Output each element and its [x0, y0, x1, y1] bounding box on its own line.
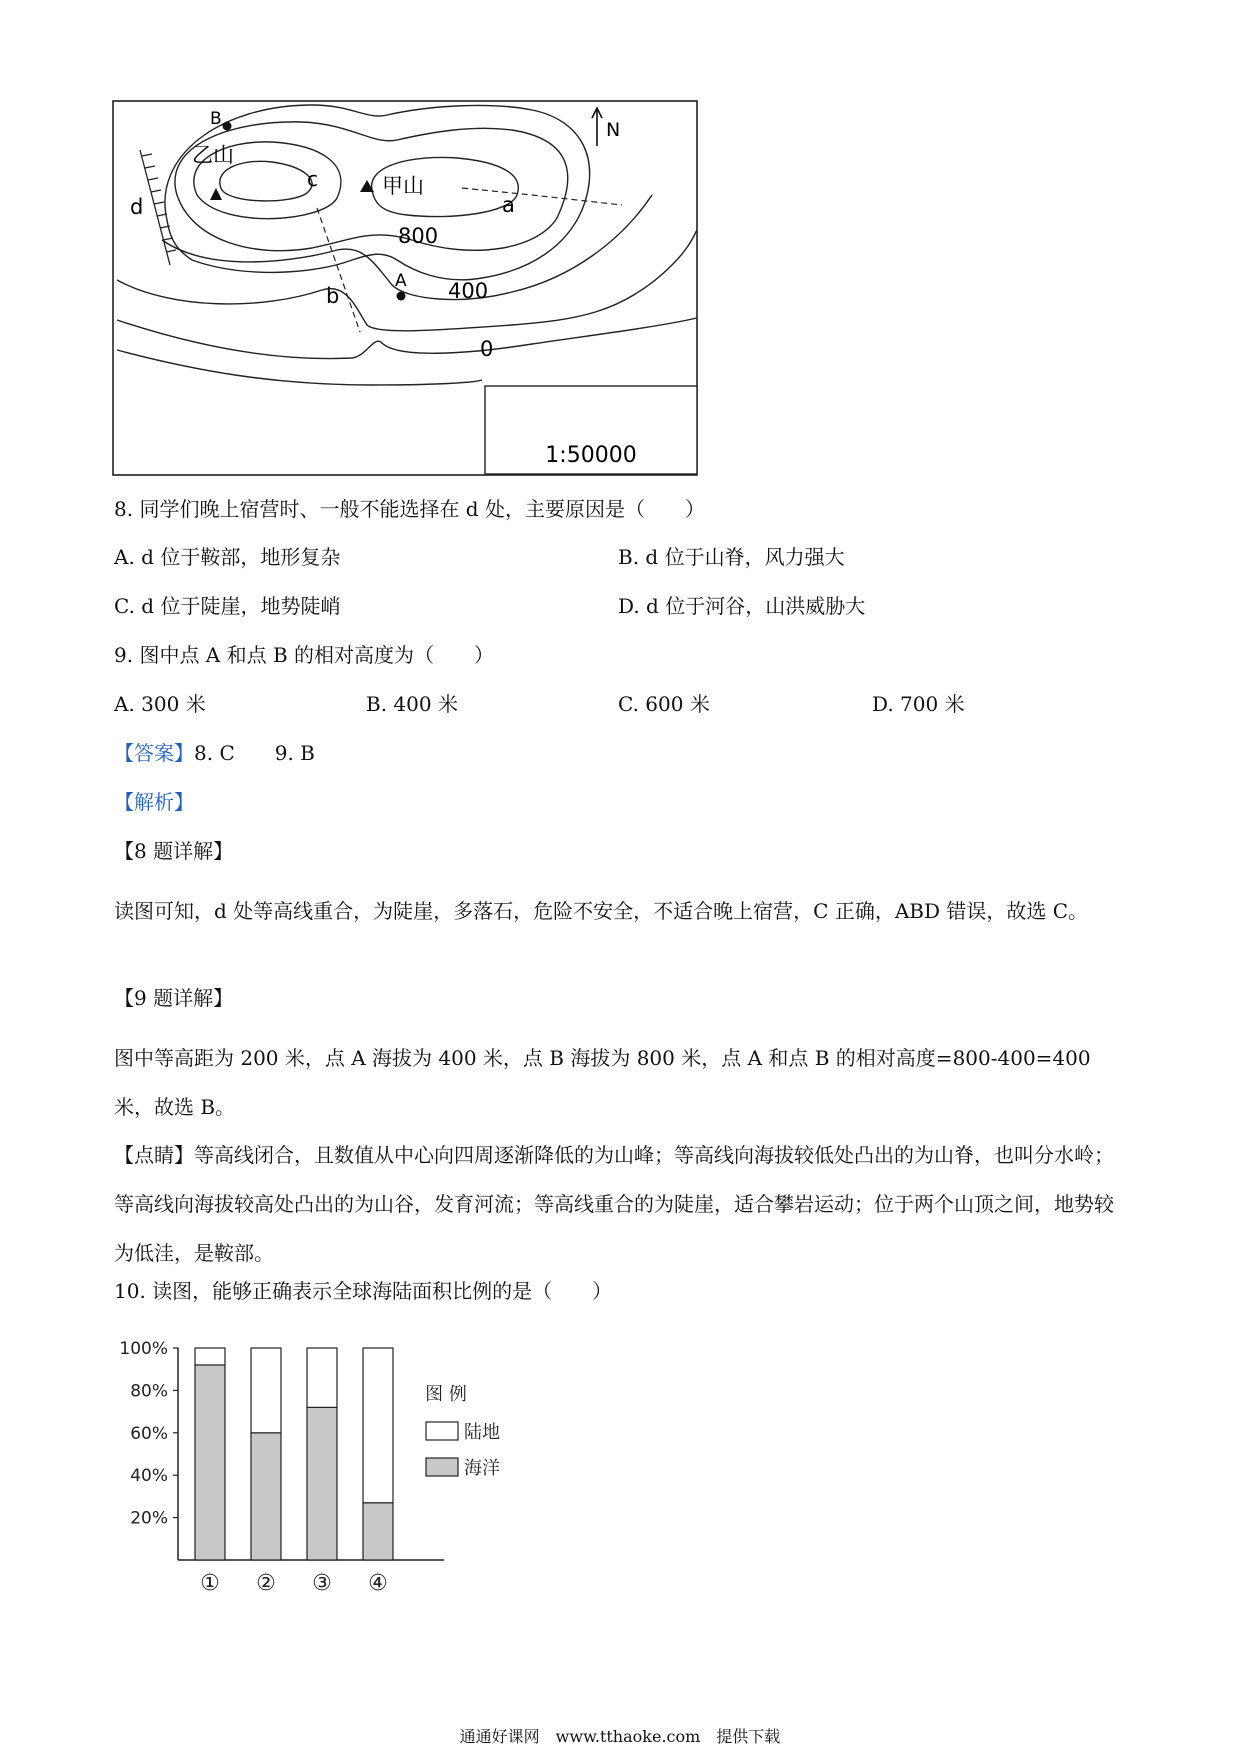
- q9-option-a: A. 300 米: [114, 692, 206, 716]
- sea-land-bar-chart: [112, 1330, 532, 1600]
- y-tick-label: 20%: [130, 1508, 168, 1529]
- label-400: 400: [448, 279, 489, 303]
- q8-stem: 8. 同学们晚上宿营时、一般不能选择在 d 处，主要原因是（ ）: [114, 497, 705, 521]
- detail8-body: 读图可知，d 处等高线重合，为陡崖，多落石，危险不安全，不适合晚上宿营，C 正确，ABD 错误，故选 C。: [114, 899, 1089, 923]
- detail9-title: 【9 题详解】: [114, 986, 234, 1010]
- category-label: ④: [368, 1571, 388, 1596]
- category-label: ③: [312, 1571, 332, 1596]
- q9-stem: 9. 图中点 A 和点 B 的相对高度为（ ）: [114, 643, 495, 667]
- north-label: N: [606, 119, 621, 141]
- category-label: ①: [200, 1571, 220, 1596]
- label-d: d: [130, 195, 144, 219]
- detail8-title: 【8 题详解】: [114, 839, 234, 863]
- label-B: B: [210, 109, 222, 129]
- legend-swatch: [426, 1458, 458, 1476]
- legend-title: 图 例: [425, 1384, 467, 1405]
- category-label: ②: [256, 1571, 276, 1596]
- detail9-text: [114, 1034, 1124, 1132]
- legend-label: 海洋: [464, 1458, 500, 1479]
- q9-option-d: D. 700 米: [872, 692, 965, 716]
- q8-option-c: C. d 位于陡崖，地势陡峭: [114, 594, 341, 618]
- y-tick-label: 40%: [130, 1466, 168, 1487]
- label-800: 800: [398, 224, 439, 248]
- q8-option-a: A. d 位于鞍部，地形复杂: [114, 545, 341, 569]
- scale-label: 1:50000: [545, 443, 637, 468]
- q8-option-d: D. d 位于河谷，山洪威胁大: [618, 594, 866, 618]
- label-A: A: [395, 271, 407, 291]
- detail8-text: [114, 887, 1124, 936]
- detail9-body: 图中等高距为 200 米，点 A 海拔为 400 米，点 B 海拔为 800 米，点 A 和点 B 的相对高度=800-400=400 米，故选 B。: [114, 1046, 1091, 1119]
- tip-tag: 【点睛】: [114, 1143, 194, 1167]
- bar-land: [251, 1348, 281, 1433]
- tip-paragraph: [114, 1131, 1124, 1278]
- label-b: b: [326, 284, 340, 308]
- footer: 通通好课网 www.tthaoke.com 提供下载: [459, 1727, 781, 1746]
- label-a: a: [502, 193, 515, 217]
- legend-swatch: [426, 1422, 458, 1440]
- label-0: 0: [480, 337, 494, 361]
- tip-text: 等高线闭合，且数值从中心向四周逐渐降低的为山峰；等高线向海拔较低处凸出的为山脊，也叫分水岭；等高线向海拔较高处凸出的为山谷，发育河流；等高线重合的为陡崖，适合攀岩运动；位于两个山顶之间，地势较为低洼，是鞍部。: [114, 1143, 1114, 1265]
- point-A-icon: [397, 292, 406, 301]
- label-yishan: 乙山: [192, 143, 234, 167]
- label-jiashan: 甲山: [382, 174, 424, 198]
- q10-stem: 10. 读图，能够正确表示全球海陆面积比例的是（ ）: [114, 1279, 613, 1303]
- q9-option-b: B. 400 米: [366, 692, 458, 716]
- answer-text: 8. C 9. B: [194, 741, 315, 765]
- legend-label: 陆地: [464, 1422, 500, 1443]
- answer-tag: 【答案】: [114, 741, 194, 765]
- contour-map: [112, 100, 698, 476]
- label-c: c: [307, 167, 318, 191]
- bar-land: [363, 1348, 393, 1503]
- bar-land: [307, 1348, 337, 1407]
- y-tick-label: 100%: [119, 1339, 168, 1359]
- bar-sea: [307, 1407, 337, 1560]
- point-B-icon: [223, 122, 232, 131]
- y-tick-label: 60%: [130, 1423, 168, 1444]
- tip-body: [114, 1131, 1124, 1278]
- bar-sea: [363, 1503, 393, 1560]
- bar-sea: [251, 1433, 281, 1560]
- analysis-tag: 【解析】: [114, 790, 194, 814]
- y-tick-label: 80%: [130, 1381, 168, 1402]
- bar-land: [195, 1348, 225, 1365]
- q8-option-b: B. d 位于山脊，风力强大: [618, 545, 845, 569]
- bar-sea: [195, 1365, 225, 1560]
- q9-option-c: C. 600 米: [618, 692, 710, 716]
- answer-line: [114, 740, 315, 766]
